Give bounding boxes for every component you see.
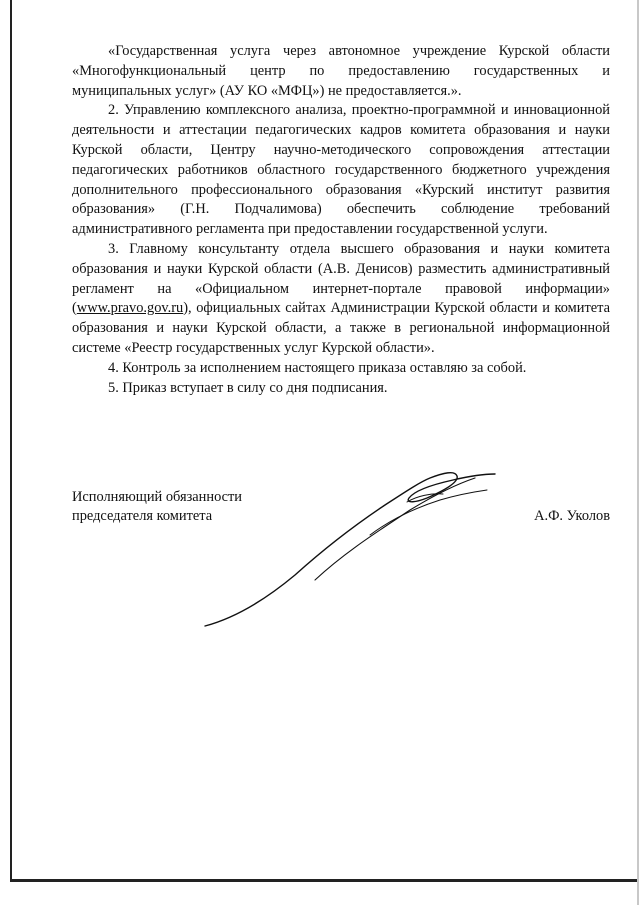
page-bottom-edge bbox=[10, 879, 639, 882]
signer-position-line-2: председателя комитета bbox=[72, 508, 213, 524]
document-body bbox=[72, 42, 610, 398]
page-left-edge bbox=[10, 0, 12, 880]
paragraph-1: «Государственная услуга через автономное учреждение Курской области «Многофункциональный центр по предоставлению государственных и муниципальных услуг» (АУ КО «МФЦ») не предоставляется.». bbox=[72, 43, 610, 99]
paragraph-3-text-end: ), официальных сайтах Администрации Курской области и комитета образования и науки Курской области, а также в региональной информационной системе «Реестр государственных услуг Курской области». bbox=[72, 300, 610, 356]
signer-name: А.Ф. Уколов bbox=[534, 508, 610, 524]
paragraph-4: 4. Контроль за исполнением настоящего приказа оставляю за собой. bbox=[108, 359, 527, 376]
pravo-gov-link[interactable]: www.pravo.gov.ru bbox=[76, 300, 184, 317]
paragraph-3 bbox=[72, 240, 610, 359]
paragraph-5: 5. Приказ вступает в силу со дня подписания. bbox=[108, 379, 388, 396]
handwritten-signature bbox=[195, 460, 525, 640]
paragraph-2: 2. Управлению комплексного анализа, проектно-программной и инновационной деятельности и аттестации педагогических кадров комитета образования и науки Курской области, Центру научно-методического сопровождения аттестации педагогических работников областного государственного бюджетного учреждения дополнительного профессионального образования «Курский институт развития образования» (Г.Н. Подчалимова) обеспечить соблюдение требований административного регламента при предоставлении государственной услуги. bbox=[72, 102, 610, 238]
signer-position-line-1: Исполняющий обязанности bbox=[72, 489, 243, 505]
paragraph-3-text-start: 3. Главному консультанту отдела высшего образования и науки комитета образования и науки Курской области (А.В. Денисов) разместить административный регламент на «Официальном интернет-портале правовой информации» ( bbox=[72, 240, 610, 317]
